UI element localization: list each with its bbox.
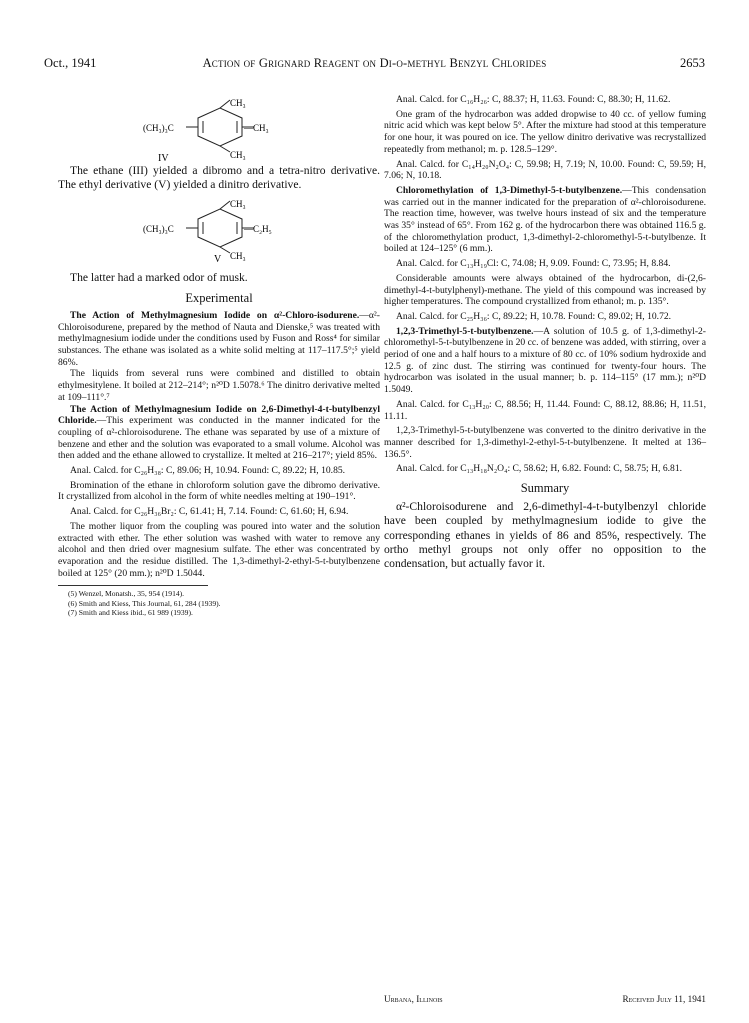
iv-label: IV [158, 153, 169, 162]
r-paragraph-dinitro: 1,2,3-Trimethyl-5-t-butylbenzene was converted to the dinitro derivative in the manner described for 1,3-dimethyl-2-ethyl-5-t-butylbenzene. It melted at 136–136.5°. [384, 425, 706, 460]
running-header [44, 56, 705, 76]
r-analysis-4: Anal. Calcd. for C₂₅H₃₆: C, 89.22; H, 10.78. Found: C, 89.02; H, 10.72. [396, 310, 672, 322]
header-date: Oct., 1941 [44, 56, 97, 70]
structure-v-drawing [58, 197, 380, 263]
footnote-rule [58, 585, 208, 586]
footer-location: Urbana, Illinois [384, 994, 443, 1004]
paragraph-exp1 [58, 310, 380, 369]
r-p4-title: 1,2,3-Trimethyl-5-t-butylbenzene. [396, 325, 534, 337]
iv-ch3-top: CH₃ [230, 98, 246, 108]
r-paragraph-chloromethylation [384, 185, 706, 255]
r-p2-title: Chloromethylation of 1,3-Dimethyl-5-t-butylbenzene. [396, 184, 623, 196]
r-analysis-3: Anal. Calcd. for C₁₃H₁₉Cl: C, 74.08; H, 9.09. Found: C, 73.95; H, 8.84. [396, 258, 671, 270]
r-analysis-2: Anal. Calcd. for C₁₄H₂₀N₂O₄: C, 59.98; H, 7.19; N, 10.00. Found: C, 59.59; H, 7.06; N, 10.18. [384, 158, 706, 182]
r-analysis-6: Anal. Calcd. for C₁₃H₁₈N₂O₄: C, 58.62; H, 6.82. Found: C, 58.75; H, 6.81. [396, 463, 683, 475]
right-column [384, 94, 706, 572]
page-number: 2653 [680, 56, 705, 70]
analysis-1: Anal. Calcd. for C₂₆H₃₈: C, 89.06; H, 10.94. Found: C, 89.22; H, 10.85. [70, 465, 346, 477]
structure-v [58, 197, 380, 263]
footnote-7: (7) Smith and Kiess ibid., 61 989 (1939). [68, 608, 193, 618]
paragraph-mother-liquor: The mother liquor from the coupling was poured into water and the solution extracted with ether. The ether solution was washed with water to remove any alcohol and then dried over magnesium sulfate. The ether was concentrated by evaporation and the residue distilled. The 1,3-dimethyl-2-ethyl-5-t-butylbenzene boiled at 125° (20 mm.); n²⁰D 1.5044. [58, 520, 380, 579]
paragraph-exp3 [58, 404, 380, 463]
paragraph-ethane: The ethane (III) yielded a dibromo and a tetra-nitro derivative. The ethyl derivative (V) yielded a dinitro derivative. [58, 164, 380, 192]
iv-ch3-bottom: CH₃ [230, 150, 246, 160]
footnote-6: (6) Smith and Kiess, This Journal, 61, 284 (1939). [68, 598, 221, 608]
r-analysis-1: Anal. Calcd. for C₁₆H₂₆: C, 88.37; H, 11.63. Found: C, 88.30; H, 11.62. [396, 94, 671, 105]
r-paragraph-trimethyl [384, 326, 706, 396]
summary-heading: Summary [520, 481, 570, 496]
v-tbutyl: (CH₃)₃C [143, 223, 174, 234]
structure-iv-drawing [58, 96, 380, 162]
footnote-5: (5) Wenzel, Monatsh., 35, 954 (1914). [68, 589, 185, 599]
analysis-2: Anal. Calcd. for C₂₆H₃₆Br₂: C, 61.41; H, 7.14. Found: C, 61.60; H, 6.94. [70, 506, 349, 518]
r-analysis-5: Anal. Calcd. for C₁₃H₂₀: C, 88.56; H, 11.44. Found: C, 88.12, 88.86; H, 11.51, 11.11. [384, 398, 706, 422]
r-paragraph-nitration: One gram of the hydrocarbon was added dropwise to 40 cc. of yellow fuming nitric acid which was kept below 5°. After the mixture had stood at this temperature for one hour, it was poured on ice. The yellow dinitro derivative was recrystallized repeatedly from methanol; m. p. 128.5–129°. [384, 108, 706, 155]
v-ch3-bottom: CH₃ [230, 250, 246, 261]
summary-text: α²-Chloroisodurene and 2,6-dimethyl-4-t-butylbenzyl chloride have been coupled by methylmagnesium iodide to give the corresponding ethanes in yields of 86 and 85%, respectively. The ortho methyl groups not only offer no opposition to the condensation, but actually favor it. [384, 500, 706, 571]
paragraph-bromination: Bromination of the ethane in chloroform solution gave the dibromo derivative. It crystallized from alcohol in the form of white needles melting at 190–191°. [58, 479, 380, 503]
paragraph-exp2: The liquids from several runs were combined and distilled to obtain ethylmesitylene. It boiled at 212–214°; n²⁰D 1.5078.⁶ The dinitro derivative melted at 109–111°.⁷ [58, 368, 380, 403]
r-p2-text: —This condensation was carried out in the manner indicated for the preparation of α²-chloroisodurene. The reaction time, however, was twelve hours instead of six and the temperature was 35° instead of 65°. From 162 g. of the hydrocarbon there was obtained 116.5 g. of the chloromethylation product, 1,3-dimethyl-2-chloromethyl-5-t-butylbenze. It boiled at 124–125° (6 mm.). [384, 184, 707, 255]
structure-iv [58, 96, 380, 162]
exp3-text: —This experiment was conducted in the manner indicated for the coupling of α²-chloroisodurene. The ethane was separated by use of a mixture of benzene and ether and the solution was evaporated to a small volume. Alcohol was then added and the ethane allowed to crystallize. It melted at 216–217°; yield 85%. [58, 415, 380, 462]
left-column [58, 94, 380, 618]
footer-received: Received July 11, 1941 [622, 994, 706, 1004]
exp1-title: The Action of Methylmagnesium Iodide on α²-Chloro-isodurene. [70, 309, 360, 321]
exp3-title: The Action of Methylmagnesium Iodide on 2,6-Dimethyl-4-t-butylbenzyl Chloride. [58, 403, 380, 427]
v-label: V [214, 253, 222, 263]
iv-tbutyl: (CH₃)₃C [143, 123, 174, 133]
r-paragraph-dimethane: Considerable amounts were always obtained of the hydrocarbon, di-(2,6-dimethyl-4-t-butylphenyl)-methane. The yield of this compound was increased by higher temperatures. The compound crystallized from ethanol; m. p. 135°. [384, 272, 706, 308]
experimental-heading: Experimental [185, 290, 253, 305]
header-title: Action of Grignard Reagent on Di-o-methyl Benzyl Chlorides [202, 56, 547, 70]
exp1-text: —α²-Chloroisodurene, prepared by the method of Nauta and Dienske,⁵ was treated with methylmagnesium iodide under the conditions used by Fuson and Ross⁴ for similar substances. The ethane was isolated as a white solid melting at 117–117.5°;⁵ yield 86%. [58, 309, 380, 368]
paragraph-musk: The latter had a marked odor of musk. [70, 270, 248, 284]
footer [384, 994, 706, 1004]
v-ethyl: —C₂H₅ [244, 223, 272, 234]
v-ch3-top: CH₃ [230, 198, 246, 209]
iv-ch3-right: —CH₃ [244, 123, 269, 133]
r-p4-text: —A solution of 10.5 g. of 1,3-dimethyl-2-chloromethyl-5-t-butylbenzene in 20 cc. of benzene was added, with stirring, over a period of one and a half hours to a mixture of 80 cc. of 10% sodium hydroxide and 12.5 g. of zinc dust. The stirring was continued for twenty-four hours. The hydrocarbon was isolated in the usual manner; b. p. 114–115° (17 mm.); n²⁰D 1.5049. [384, 325, 706, 396]
